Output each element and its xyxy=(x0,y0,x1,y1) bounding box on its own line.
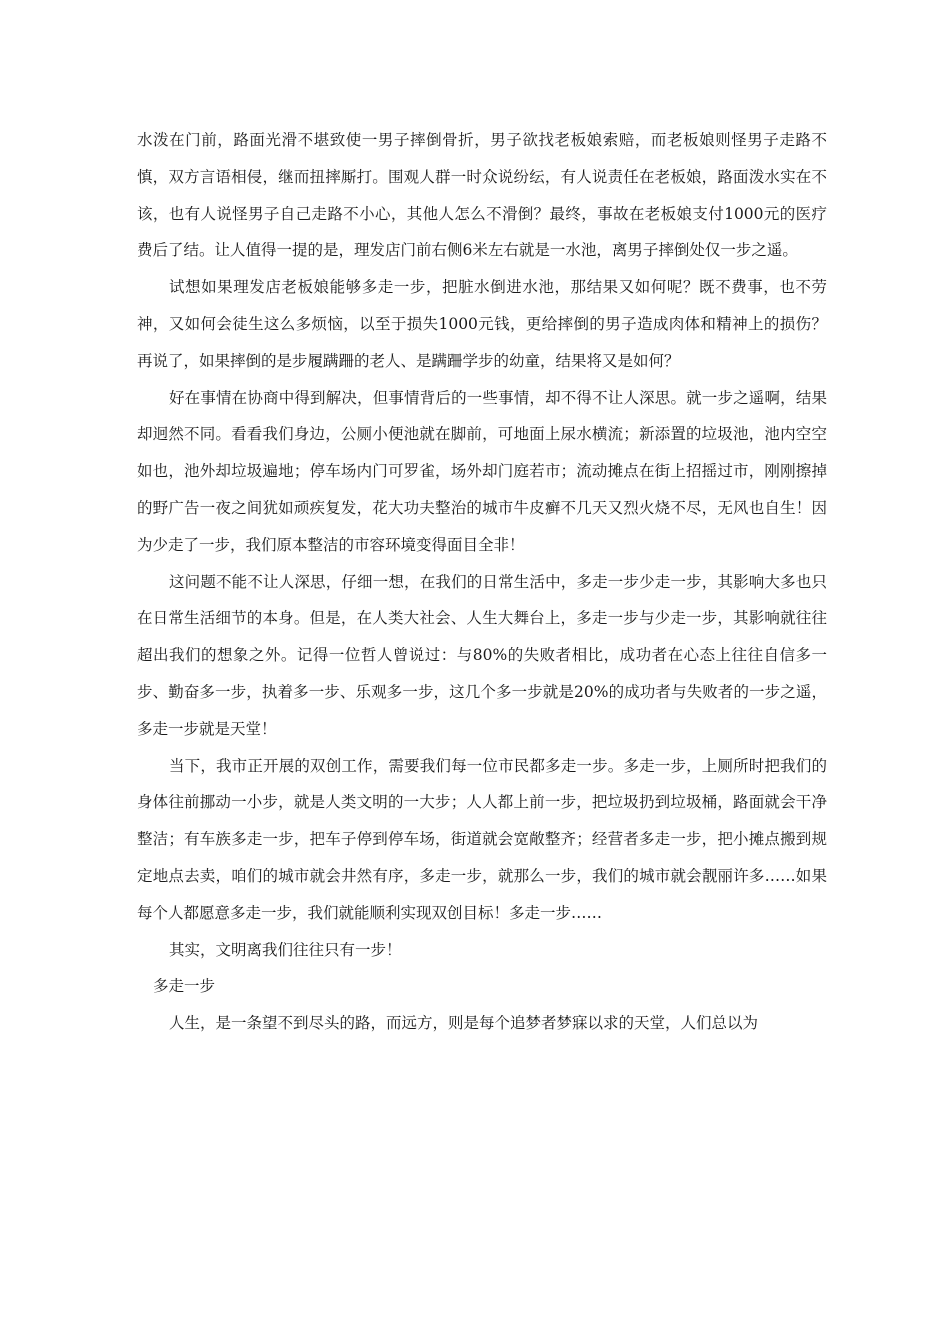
paragraph: 当下，我市正开展的双创工作，需要我们每一位市民都多走一步。多走一步，上厕所时把我们的身体往前挪动一小步，就是人类文明的一大步；人人都上前一步，把垃圾扔到垃圾桶，路面就会干净整洁；有车族多走一步，把车子停到停车场，街道就会宽敞整齐；经营者多走一步，把小摊点搬到规定地点去卖，咱们的城市就会井然有序，多走一步，就那么一步，我们的城市就会靓丽许多……如果每个人都愿意多走一步，我们就能顺利实现双创目标！多走一步…… xyxy=(137,756,827,922)
document-body xyxy=(137,122,827,1042)
paragraph: 好在事情在协商中得到解决，但事情背后的一些事情，却不得不让人深思。就一步之遥啊，结果却迥然不同。看看我们身边，公厕小便池就在脚前，可地面上尿水横流；新添置的垃圾池，池内空空如也，池外却垃圾遍地；停车场内门可罗雀，场外却门庭若市；流动摊点在街上招摇过市，刚刚擦掉的野广告一夜之间犹如顽疾复发，花大功夫整治的城市牛皮癣不几天又烈火烧不尽，无风也自生！因为少走了一步，我们原本整洁的市容环境变得面目全非！ xyxy=(137,388,827,554)
paragraph: 其实，文明离我们往往只有一步！ xyxy=(169,940,402,959)
paragraph-continuation: 水泼在门前，路面光滑不堪致使一男子摔倒骨折，男子欲找老板娘索赔，而老板娘则怪男子走路不慎，双方言语相侵，继而扭摔厮打。围观人群一时众说纷纭，有人说责任在老板娘，路面泼水实在不该，也有人说怪男子自己走路不小心，其他人怎么不滑倒？最终，事故在老板娘支付1000元的医疗费后了结。让人值得一提的是，理发店门前右侧6米左右就是一水池，离男子摔倒处仅一步之遥。 xyxy=(137,131,827,260)
paragraph: 这问题不能不让人深思，仔细一想，在我们的日常生活中，多走一步少走一步，其影响大多也只在日常生活细节的本身。但是，在人类大社会、人生大舞台上，多走一步与少走一步，其影响就往往超出我们的想象之外。记得一位哲人曾说过：与80%的失败者相比，成功者在心态上往往自信多一步、勤奋多一步，执着多一步、乐观多一步，这几个多一步就是20%的成功者与失败者的一步之遥，多走一步就是天堂！ xyxy=(137,572,827,738)
paragraph: 人生，是一条望不到尽头的路，而远方，则是每个追梦者梦寐以求的天堂，人们总以为 xyxy=(169,1014,759,1033)
paragraph: 试想如果理发店老板娘能够多走一步，把脏水倒进水池，那结果又如何呢？既不费事，也不劳神，又如何会徒生这么多烦恼，以至于损失1000元钱，更给摔倒的男子造成肉体和精神上的损伤？再说了，如果摔倒的是步履蹒跚的老人、是蹒跚学步的幼童，结果将又是如何？ xyxy=(137,278,827,370)
section-heading: 多走一步 xyxy=(153,977,216,996)
